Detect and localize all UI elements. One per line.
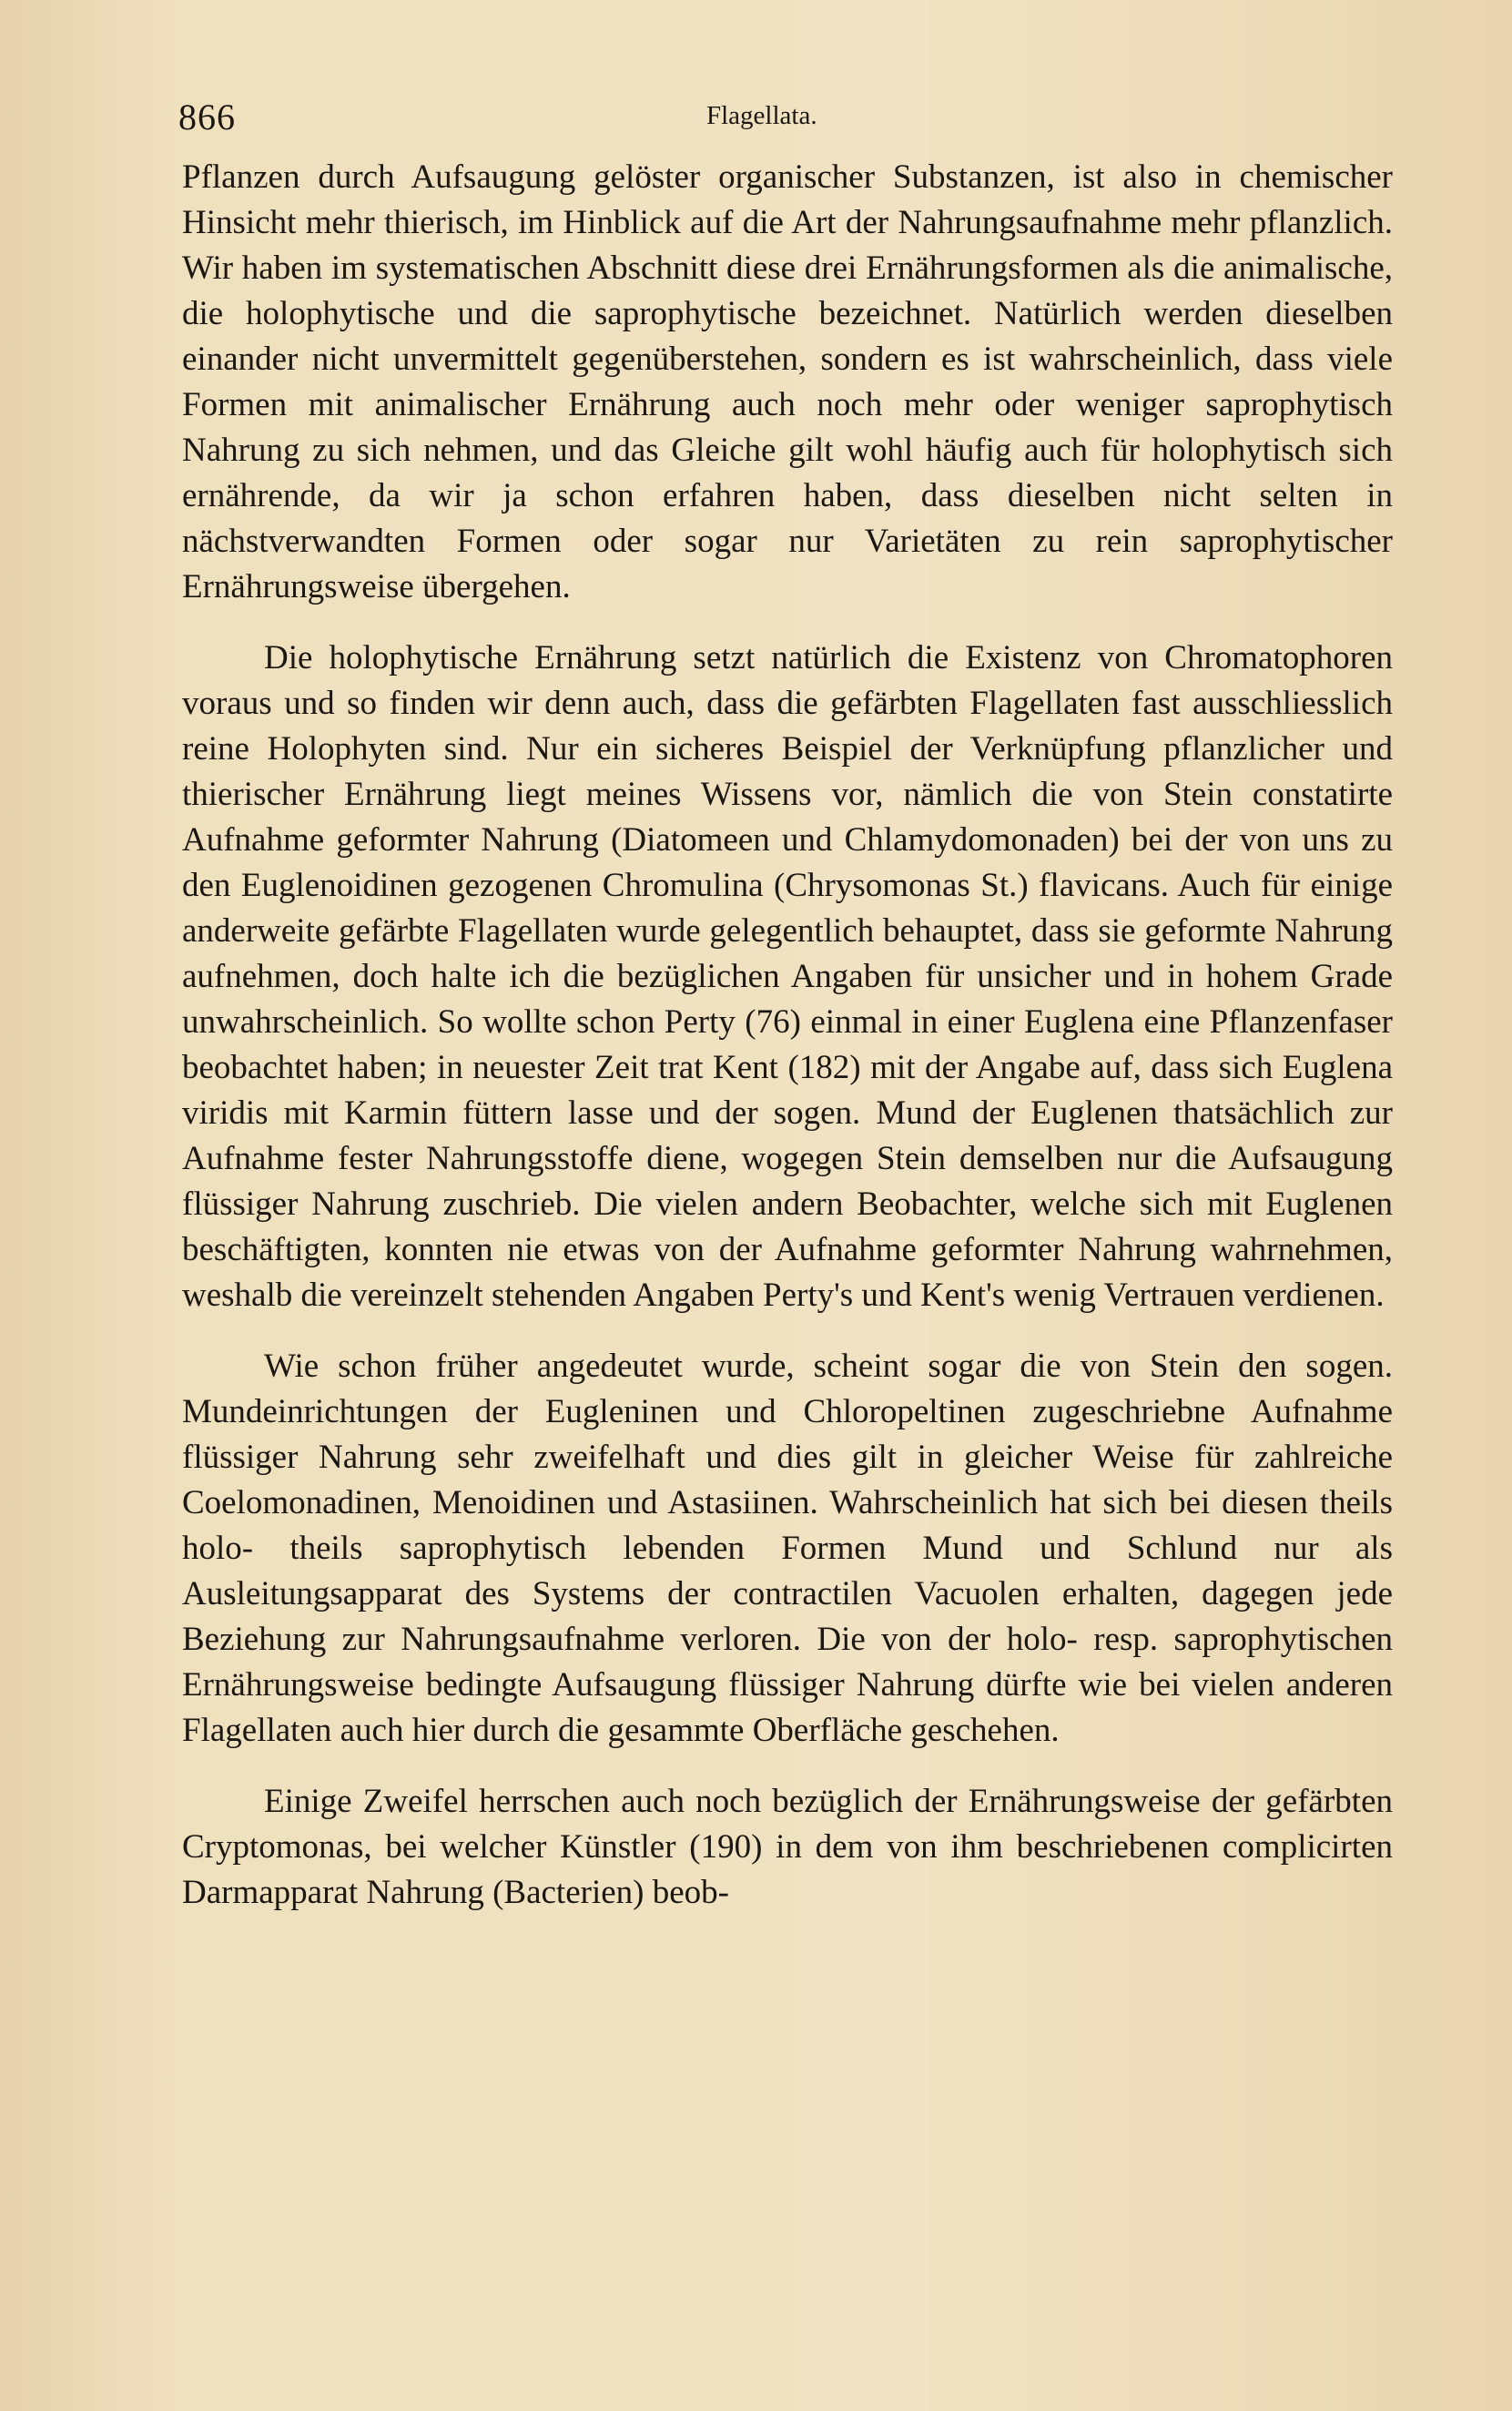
page-header: [178, 96, 1385, 141]
running-head: Flagellata.: [706, 101, 817, 130]
paragraph-cryptomonas: Einige Zweifel herrschen auch noch bezüglich der Ernährungsweise der gefärbten Cryptomonas, bei welcher Künstler (190) in dem von ihm beschriebenen complicirten Darmapparat Nahrung (Bacterien) beob-: [182, 1783, 1393, 1911]
paragraph-chromatophores: Die holophytische Ernährung setzt natürlich die Existenz von Chromatophoren voraus und so finden wir denn auch, dass die gefärbten Flagellaten fast ausschliesslich reine Holophyten sind. Nur ein sicheres Beispiel der Verknüpfung pflanzlicher und thierischer Ernährung liegt meines Wissens vor, nämlich die von Stein constatirte Aufnahme geformter Nahrung (Diatomeen und Chlamydomonaden) bei der von uns zu den Euglenoidinen gezogenen Chromulina (Chrysomonas St.) flavicans. Auch für einige anderweite gefärbte Flagellaten wurde gelegentlich behauptet, dass sie geformte Nahrung aufnehmen, doch halte ich die bezüglichen Angaben für unsicher und in hohem Grade unwahrscheinlich. So wollte schon Perty (76) einmal in einer Euglena eine Pflanzenfaser beobachtet haben; in neuester Zeit trat Kent (182) mit der Angabe auf, dass sich Euglena viridis mit Karmin füttern lasse und der sogen. Mund der Euglenen thatsächlich zur Aufnahme fester Nahrungsstoffe diene, wogegen Stein demselben nur die Aufsaugung flüssiger Nahrung zuschrieb. Die vielen andern Beobachter, welche sich mit Euglenen beschäftigten, konnten nie etwas von der Aufnahme geformter Nahrung wahrnehmen, weshalb die vereinzelt stehenden Angaben Perty's und Kent's wenig Vertrauen verdienen.: [182, 639, 1393, 1314]
page-number: 866: [178, 97, 236, 137]
paragraph-continuation: Pflanzen durch Aufsaugung gelöster organischer Substanzen, ist also in chemischer Hinsicht mehr thierisch, im Hinblick auf die Art der Nahrungsaufnahme mehr pflanzlich. Wir haben im systematischen Abschnitt diese drei Ernährungsformen als die animalische, die holophytische und die saprophytische bezeichnet. Natürlich werden dieselben einander nicht unvermittelt gegenüberstehen, sondern es ist wahrscheinlich, dass viele Formen mit animalischer Ernährung auch noch mehr oder weniger saprophytisch Nahrung zu sich nehmen, und das Gleiche gilt wohl häufig auch für holophytisch sich ernährende, da wir ja schon erfahren haben, dass dieselben nicht selten in nächstverwandten Formen oder sogar nur Varietäten zu rein saprophytischer Ernährungsweise übergehen.: [182, 158, 1393, 605]
paragraph-mouth-apparatus: Wie schon früher angedeutet wurde, scheint sogar die von Stein den sogen. Mundeinrichtungen der Eugleninen und Chloropeltinen zugeschriebne Aufnahme flüssiger Nahrung sehr zweifelhaft und dies gilt in gleicher Weise für zahlreiche Coelomonadinen, Menoidinen und Astasiinen. Wahrscheinlich hat sich bei diesen theils holo- theils saprophytisch lebenden Formen Mund und Schlund nur als Ausleitungsapparat des Systems der contractilen Vacuolen erhalten, dagegen jede Beziehung zur Nahrungsaufnahme verloren. Die von der holo- resp. saprophytischen Ernährungsweise bedingte Aufsaugung flüssiger Nahrung dürfte wie bei vielen anderen Flagellaten auch hier durch die gesammte Oberfläche geschehen.: [182, 1348, 1393, 1749]
page-body: [182, 155, 1393, 1916]
